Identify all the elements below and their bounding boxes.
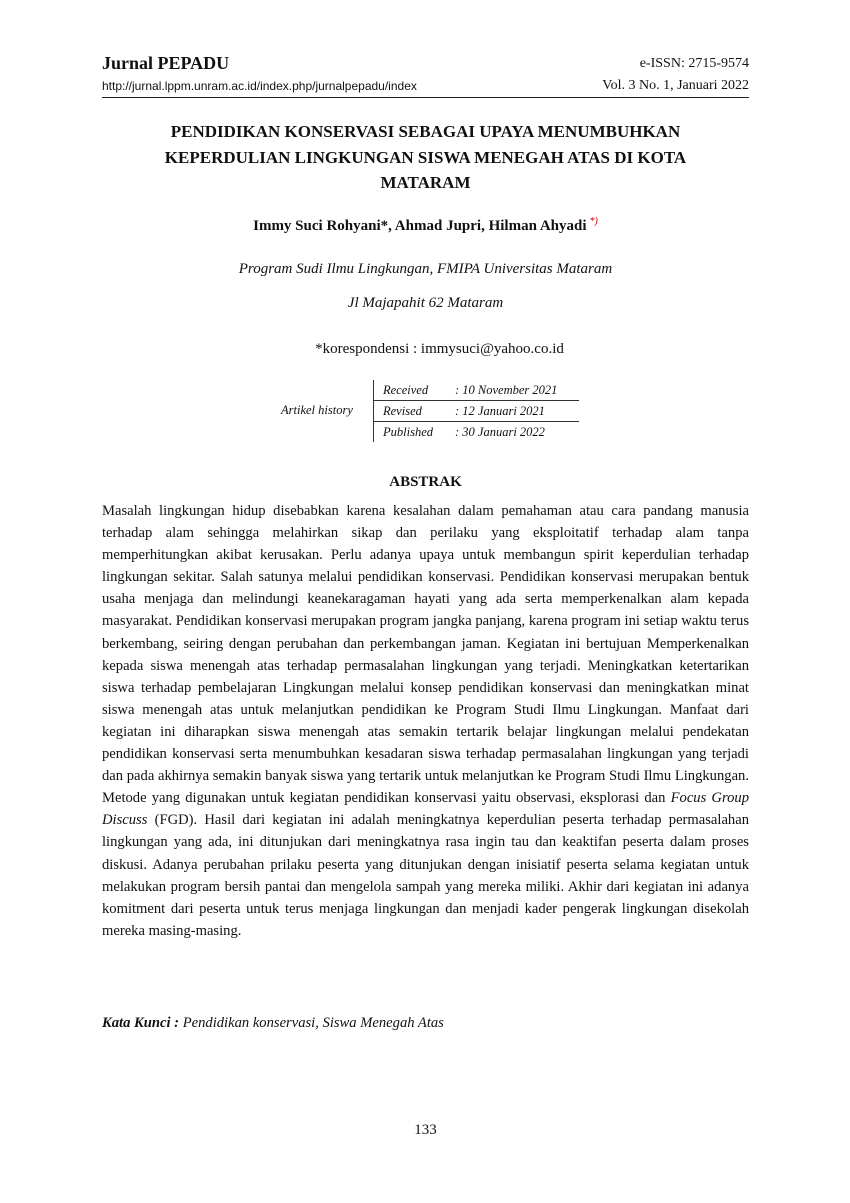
header-divider <box>102 97 749 98</box>
affiliation: Program Sudi Ilmu Lingkungan, FMIPA Universitas Mataram <box>238 261 613 277</box>
history-key: Received <box>383 383 429 397</box>
address: Jl Majapahit 62 Mataram <box>347 295 504 311</box>
history-row-published <box>374 422 579 442</box>
page-number: 133 <box>414 1122 437 1138</box>
history-key: Published <box>383 425 433 439</box>
keywords-value: Pendidikan konservasi, Siswa Menegah Atas <box>182 1015 444 1031</box>
journal-name: Jurnal PEPADU <box>102 53 230 73</box>
header-left <box>102 52 417 94</box>
history-value: : 12 Januari 2021 <box>455 404 545 418</box>
history-row-revised <box>374 401 579 422</box>
history-table <box>373 380 579 442</box>
author-names: Immy Suci Rohyani*, Ahmad Jupri, Hilman Ahyadi <box>253 218 587 234</box>
history-row-received <box>374 380 579 401</box>
header-right <box>602 55 749 95</box>
abstract-heading: ABSTRAK <box>389 474 462 490</box>
journal-url[interactable]: http://jurnal.lppm.unram.ac.id/index.php/jurnalpepadu/index <box>102 79 417 93</box>
title-line: MATARAM <box>380 173 471 192</box>
history-key: Revised <box>383 404 422 418</box>
history-value: : 10 November 2021 <box>455 383 558 397</box>
title-line: KEPERDULIAN LINGKUNGAN SISWA MENEGAH ATAS DI KOTA <box>164 147 687 167</box>
volume-issue: Vol. 3 No. 1, Januari 2022 <box>602 78 749 93</box>
title-line: PENDIDIKAN KONSERVASI SEBAGAI UPAYA MENUMBUHKAN <box>170 122 681 141</box>
history-value: : 30 Januari 2022 <box>455 425 545 439</box>
author-mark: *) <box>589 216 598 227</box>
abstract-italic-term: Focus Group Discuss <box>102 790 749 829</box>
abstract-text: Masalah lingkungan hidup disebabkan karena kesalahan dalam pemahaman atau cara pandang manusia terhadap alam sehingga melahirkan sikap dan perilaku yang eksploitatif terhadap alam tanpa memperhitungkan akibat kerusakan. Perlu adanya upaya untuk membangun spirit keperdulian terhadap lingkungan sekitar. Salah satunya melalui pendidikan konservasi. Pendidikan konservasi merupakan bentuk usaha menjaga dan melindungi keanekaragaman hayati yang ada serta memperkenalkan alam kepada masyarakat. Pendidikan konservasi merupakan program jangka panjang, karena program ini setiap waktu terus berkembang, seiring dengan perubahan dan perkembangan jaman. Kegiatan ini bertujuan Memperkenalkan kepada siswa menengah atas terhadap permasalahan lingkungan yang terjadi. Meningkatkan ketertarikan siswa terhadap pembelajaran Lingkungan melalui konsep pendidikan konservasi dan meningkatkan minat siswa menengah atas untuk melanjutkan pendidikan ke Program Studi Ilmu Lingkungan. Manfaat dari kegiatan ini diharapkan siswa menengah atas semakin tertarik belajar lingkungan melalui pendekatan pendidikan konservasi serta menumbuhkan kesadaran siswa terhadap permasalahan lingkungan yang terjadi dan pada akhirnya semakin banyak siswa yang tertarik untuk melanjutkan ke Program Studi Ilmu Lingkungan. Metode yang digunakan untuk kegiatan pendidikan konservasi yaitu observasi, eksplorasi dan <box>102 503 749 807</box>
keywords-label: Kata Kunci : <box>102 1015 180 1031</box>
abstract-text: (FGD). Hasil dari kegiatan ini adalah meningkatnya keperdulian peserta terhadap permasalahan lingkungan yang ada, ini ditunjukan dari meningkatnya rasa ingin tau dan keaktifan peserta dalam proses diskusi. Adanya perubahan prilaku peserta yang ditunjukan dengan inisiatif peserta selama kegiatan untuk melakukan program bersih pantai dan mengelola sampah yang mereka miliki. Akhir dari kegiatan ini adanya komitment dari peserta untuk terus menjaga lingkungan dan menjadi kader pengerak lingkungan disekolah mereka masing-masing. <box>102 812 749 939</box>
abstract-body <box>102 500 749 942</box>
correspondence: *korespondensi : immysuci@yahoo.co.id <box>315 341 564 357</box>
article-title <box>102 119 749 196</box>
authors <box>102 212 749 236</box>
issn: e-ISSN: 2715-9574 <box>639 56 749 71</box>
keywords <box>102 1013 749 1033</box>
history-label: Artikel history <box>281 403 353 417</box>
